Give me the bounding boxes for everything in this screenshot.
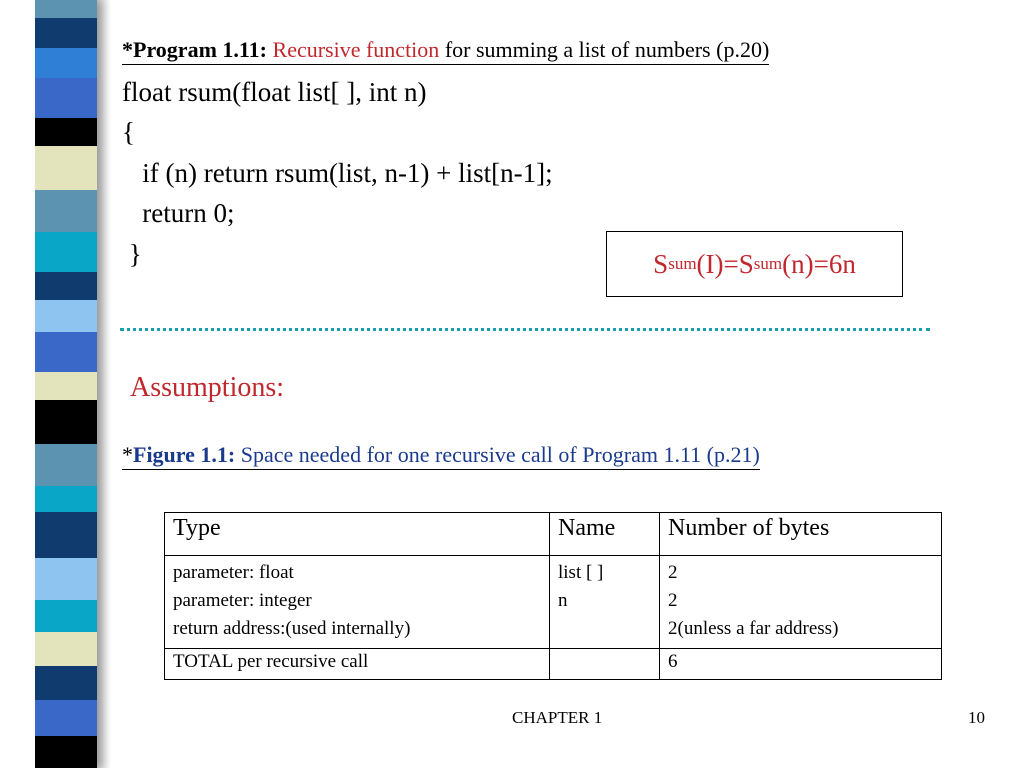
program-number: *Program 1.11: xyxy=(122,37,268,62)
cell-name xyxy=(550,556,660,649)
stripe-segment xyxy=(35,118,97,146)
stripe-segment xyxy=(35,332,97,372)
cell-bytes-line: 2(unless a far address) xyxy=(668,618,839,639)
table-header-row xyxy=(165,513,942,556)
footer-chapter: CHAPTER 1 xyxy=(512,708,603,727)
stripe-segment xyxy=(35,18,97,48)
stripe-segment xyxy=(35,736,97,768)
cell-name-line: n xyxy=(558,590,568,611)
formula-end: (n)=6n xyxy=(782,248,856,279)
stripe-segment xyxy=(35,486,97,512)
header-name: Name xyxy=(550,513,660,556)
table-row xyxy=(165,556,942,649)
stripe-segment xyxy=(35,512,97,558)
stripe-segment xyxy=(35,48,97,78)
formula-sub2: sum xyxy=(753,254,783,273)
space-formula-box xyxy=(606,231,903,297)
stripe-segment xyxy=(35,400,97,444)
stripe-segment xyxy=(35,444,97,486)
total-type: TOTAL per recursive call xyxy=(165,649,550,680)
stripe-segment xyxy=(35,78,97,118)
code-line-4: return 0; xyxy=(122,198,235,228)
stripe-segment xyxy=(35,632,97,666)
stripe-segment xyxy=(35,372,97,400)
code-line-3: if (n) return rsum(list, n-1) + list[n-1]; xyxy=(122,158,553,188)
cell-type-line: parameter: float xyxy=(173,562,294,583)
figure-star: * xyxy=(122,442,133,467)
cell-bytes-line: 2 xyxy=(668,590,678,611)
figure-caption xyxy=(122,441,760,470)
space-table xyxy=(164,512,942,680)
cell-type-line: parameter: integer xyxy=(173,590,312,611)
code-line-1: float rsum(float list[ ], int n) xyxy=(122,77,427,107)
stripe-segment xyxy=(35,300,97,332)
stripe-segment xyxy=(35,600,97,632)
cell-type xyxy=(165,556,550,649)
total-name xyxy=(550,649,660,680)
figure-label: Figure 1.1: xyxy=(133,442,236,467)
assumptions-heading: Assumptions: xyxy=(130,372,285,403)
stripe-segment xyxy=(35,666,97,700)
formula-mid: (I)=S xyxy=(696,248,754,279)
code-line-2: { xyxy=(122,117,135,147)
cell-bytes xyxy=(660,556,942,649)
code-line-5: } xyxy=(122,239,142,269)
program-highlight: Recursive function xyxy=(272,37,440,62)
figure-caption-text: Space needed for one recursive call of Program 1.11 (p.21) xyxy=(240,442,760,467)
decorative-stripe-bar xyxy=(35,0,97,768)
table-total-row xyxy=(165,649,942,680)
stripe-segment xyxy=(35,0,97,18)
header-type: Type xyxy=(165,513,550,556)
stripe-shadow xyxy=(97,0,111,768)
stripe-segment xyxy=(35,558,97,600)
stripe-segment xyxy=(35,146,97,190)
cell-bytes-line: 2 xyxy=(668,562,678,583)
dotted-divider xyxy=(120,328,930,331)
stripe-segment xyxy=(35,232,97,272)
program-title xyxy=(122,36,769,65)
cell-type-line: return address:(used internally) xyxy=(173,618,411,639)
stripe-segment xyxy=(35,190,97,232)
header-bytes: Number of bytes xyxy=(660,513,942,556)
stripe-segment xyxy=(35,700,97,736)
footer-page-number: 10 xyxy=(968,708,985,727)
cell-name-line: list [ ] xyxy=(558,562,604,583)
total-bytes: 6 xyxy=(660,649,942,680)
formula-s1: S xyxy=(653,248,669,279)
formula-sub1: sum xyxy=(668,254,697,273)
stripe-segment xyxy=(35,272,97,300)
program-description: for summing a list of numbers (p.20) xyxy=(444,37,770,62)
